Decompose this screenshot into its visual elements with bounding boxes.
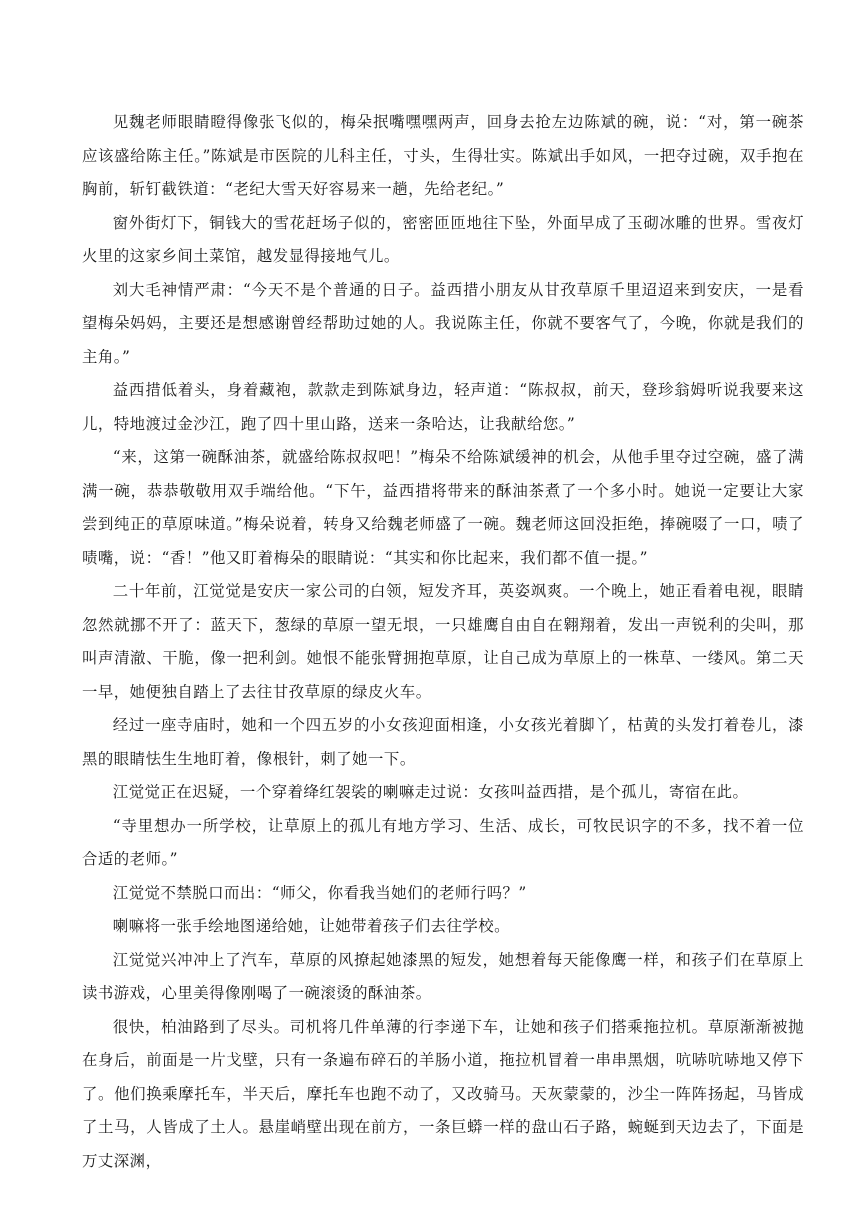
paragraph-3: 刘大毛神情严肃：“今天不是个普通的日子。益西措小朋友从甘孜草原千里迢迢来到安庆，一是看望梅朵妈妈，主要还是想感谢曾经帮助过她的人。我说陈主任，你就不要客气了，今晚，你就是我们的主角。” — [82, 280, 804, 366]
paragraph-12: 江觉觉兴冲冲上了汽车，草原的风撩起她漆黑的短发，她想着每天能像鹰一样，和孩子们在草原上读书游戏，心里美得像刚喝了一碗滚烫的酥油茶。 — [82, 950, 804, 1002]
paragraph-4: 益西措低着头，身着藏袍，款款走到陈斌身边，轻声道：“陈叔叔，前天，登珍翁姆听说我要来这儿，特地渡过金沙江，跑了四十里山路，送来一条哈达，让我献给您。” — [82, 381, 804, 433]
paragraph-6: 二十年前，江觉觉是安庆一家公司的白领，短发齐耳，英姿飒爽。一个晚上，她正看着电视，眼睛忽然就挪不开了：蓝天下，葱绿的草原一望无垠，一只雄鹰自由自在翱翔着，发出一声锐利的尖叫，那叫声清澈、干脆，像一把利剑。她恨不能张臂拥抱草原，让自己成为草原上的一株草、一缕风。第二天一早，她便独自踏上了去往甘孜草原的绿皮火车。 — [82, 582, 804, 701]
paragraph-11: 喇嘛将一张手绘地图递给她，让她带着孩子们去往学校。 — [112, 917, 511, 935]
paragraph-10: 江觉觉不禁脱口而出：“师父，你看我当她们的老师行吗？” — [112, 883, 527, 902]
paragraph-2: 窗外街灯下，铜钱大的雪花赶场子似的，密密匝匝地往下坠，外面早成了玉砌冰雕的世界。雪夜灯火里的这家乡间土菜馆，越发显得接地气儿。 — [82, 213, 804, 265]
paragraph-9: “寺里想办一所学校，让草原上的孤儿有地方学习、生活、成长，可牧民识字的不多，找不着一位合适的老师。” — [82, 816, 804, 868]
paragraph-1: 见魏老师眼睛瞪得像张飞似的，梅朵抿嘴嘿嘿两声，回身去抢左边陈斌的碗，说：“对，第一碗茶应该盛给陈主任。”陈斌是市医院的儿科主任，寸头，生得壮实。陈斌出手如风，一把夺过碗，双手抱在胸前，斩钉截铁道：“老纪大雪天好容易来一趟，先给老纪。” — [82, 113, 804, 198]
paragraph-7: 经过一座寺庙时，她和一个四五岁的小女孩迎面相逢，小女孩光着脚丫，枯黄的头发打着卷儿，漆黑的眼睛怯生生地盯着，像根针，刺了她一下。 — [82, 716, 804, 768]
paragraph-5: “来，这第一碗酥油茶，就盛给陈叔叔吧！”梅朵不给陈斌缓神的机会，从他手里夺过空碗，盛了满满一碗，恭恭敬敬用双手端给他。“下午，益西措将带来的酥油茶煮了一个多小时。她说一定要让大家尝到纯正的草原味道。”梅朵说着，转身又给魏老师盛了一碗。魏老师这回没拒绝，捧碗啜了一口，啧了啧嘴，说：“香！”他又盯着梅朵的眼睛说：“其实和你比起来，我们都不值一提。” — [82, 448, 804, 567]
paragraph-8: 江觉觉正在迟疑，一个穿着绛红袈裟的喇嘛走过说：女孩叫益西措，是个孤儿，寄宿在此。 — [112, 783, 749, 801]
paragraph-13: 很快，柏油路到了尽头。司机将几件单薄的行李递下车，让她和孩子们搭乘拖拉机。草原渐渐被抛在身后，前面是一片戈壁，只有一条遍布碎石的羊肠小道，拖拉机冒着一串串黑烟，吭哧吭哧地又停下了。他们换乘摩托车，半天后，摩托车也跑不动了，又改骑马。天灰蒙蒙的，沙尘一阵阵扬起，马皆成了土马，人皆成了土人。悬崖峭壁出现在前方，一条巨蟒一样的盘山石子路，蜿蜒到天边去了，下面是万丈深渊， — [82, 1017, 804, 1170]
